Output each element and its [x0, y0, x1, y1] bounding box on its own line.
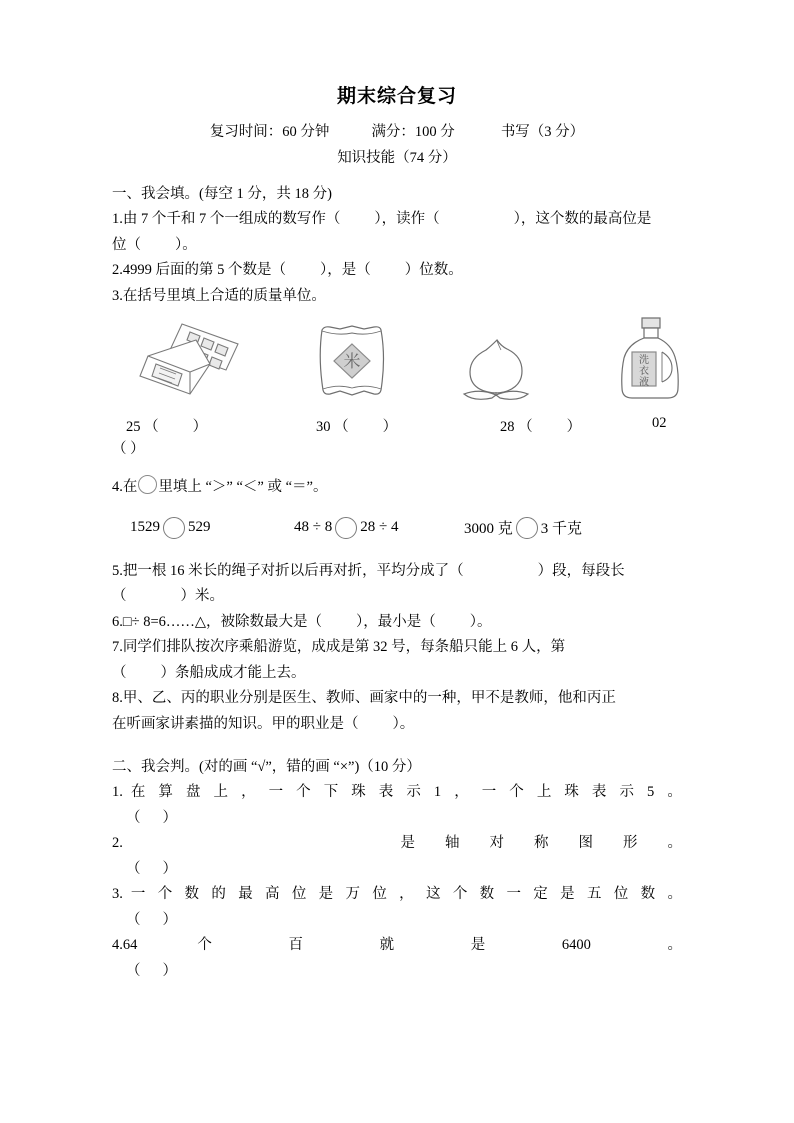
rice-sack-icon: [308, 318, 394, 409]
question-1: [112, 207, 682, 233]
question-1-part-d: 位（: [112, 236, 141, 253]
judge-item-4: [112, 933, 682, 959]
question-7-line2: [112, 661, 682, 687]
judge-item-2-answer[interactable]: （ ）: [126, 860, 177, 877]
svg-text:液: 液: [639, 377, 649, 388]
question-1-part-b: ），读作（: [374, 211, 440, 227]
unit-blank-4: 02: [652, 415, 667, 431]
question-5-part-c: （: [112, 588, 127, 604]
svg-text:衣: 衣: [639, 366, 649, 377]
question-1-part-a: 1.由 7 个千和 7 个一组成的数写作（: [112, 211, 341, 227]
unit-blank-4-wrapped: （ ）: [112, 441, 145, 457]
question-8: 8.甲、乙、丙的职业分别是医生、教师、画家中的一种，甲不是教师，他和丙正: [112, 690, 616, 706]
question-3: 3.在括号里填上合适的质量单位。: [112, 287, 326, 304]
unit-blank-1: 25 （ ）: [126, 419, 208, 435]
judge-item-1-number: 1.: [112, 784, 123, 800]
judge-item-4-text: 个 百 就 是 6400 。: [197, 937, 682, 953]
question-4-part-a: 4.在: [112, 479, 138, 495]
judge-item-1-text: 在 算 盘 上 ， 一 个 下 珠 表 示 1 ， 一 个 上 珠 表 示 5 。: [130, 784, 682, 800]
compare-circle-3[interactable]: [516, 517, 538, 539]
unit-blank-3: 28 （ ）: [500, 419, 582, 435]
judge-item-3: [112, 882, 682, 908]
question-1-line2: [112, 233, 682, 259]
rice-sack-label: 米: [343, 352, 361, 372]
judge-item-2-text: 是 轴 对 称 图 形 。: [400, 835, 682, 851]
question-2-part-a: 2.4999 后面的第 5 个数是（: [112, 262, 286, 278]
question-4-part-b: 里填上 “＞” “＜” 或 “＝”。: [158, 479, 328, 495]
question-1-part-c: ），这个数的最高位是: [513, 211, 652, 227]
judge-item-2: [112, 831, 682, 857]
question-5: [112, 559, 682, 585]
judge-item-2-number: 2.: [112, 835, 123, 851]
question-7: 7.同学们排队按次序乘船游览，成成是第 32 号，每条船只能上 6 人，第: [112, 639, 566, 655]
question-2-part-b: ），是（: [320, 262, 371, 278]
peach-icon: [452, 332, 540, 409]
question-5-part-b: ）段，每段长: [537, 562, 625, 579]
chocolate-bar-icon: [130, 318, 248, 409]
detergent-bottle-icon: [608, 314, 694, 409]
question-5-part-a: 5.把一根 16 米长的绳子对折以后再对折，平均分成了（: [112, 562, 464, 579]
comparison-item-3: 3000 克 3 千克: [464, 517, 582, 539]
question-7-part-c: ）条船成成才能上去。: [160, 664, 306, 681]
judge-item-4-number: 4.64: [112, 937, 138, 953]
section-2-heading: 二、我会判。(对的画 “√”，错的画 “×”)（10 分）: [112, 759, 421, 775]
compare-circle-1[interactable]: [163, 517, 185, 539]
unit-blank-2: 30 （ ）: [316, 419, 398, 435]
question-2: [112, 258, 682, 284]
question-8-line2: [112, 712, 682, 738]
judge-item-3-text: 一 个 数 的 最 高 位 是 万 位 ， 这 个 数 一 定 是 五 位 数 。: [130, 886, 682, 902]
compare-circle-inline: [138, 475, 157, 494]
question-6-part-c: ）。: [469, 613, 492, 630]
question-6-part-b: ），最小是（: [356, 613, 436, 630]
question-1-part-e: ）。: [175, 236, 197, 253]
judge-item-1: [112, 780, 682, 806]
question-5-line2: [112, 584, 682, 610]
question-8-part-c: ）。: [392, 715, 415, 732]
question-6: [112, 610, 682, 636]
exam-subtitle: 知识技能（74 分）: [337, 150, 457, 166]
question-4: [112, 475, 682, 501]
total-score-label: 满分：100 分: [371, 124, 455, 140]
comparison-row: [112, 515, 682, 545]
question-5-part-d: ）米。: [180, 588, 224, 604]
question-6-part-a: 6.□÷ 8=6……△，被除数最大是（: [112, 613, 323, 630]
unit-blank-row: [112, 415, 682, 437]
writing-score-label: 书写（3 分）: [500, 124, 585, 140]
unit-picture-row: [112, 319, 682, 411]
svg-text:洗: 洗: [639, 355, 649, 366]
question-7-part-b: （: [112, 664, 127, 681]
review-time-label: 复习时间：60 分钟: [209, 124, 330, 140]
exam-meta-line: [112, 119, 682, 145]
page-title: 期末综合复习: [336, 86, 457, 107]
section-1-heading: 一、我会填。(每空 1 分，共 18 分): [112, 186, 332, 202]
comparison-item-2: 48 ÷ 8 28 ÷ 4: [294, 517, 398, 539]
question-2-part-c: ）位数。: [404, 262, 463, 278]
judge-item-1-answer[interactable]: （ ）: [112, 806, 682, 832]
judge-item-3-answer[interactable]: （ ）: [126, 911, 177, 928]
judge-item-3-number: 3.: [112, 886, 123, 902]
compare-circle-2[interactable]: [335, 517, 357, 539]
judge-item-4-answer[interactable]: （ ）: [126, 962, 177, 979]
question-8-part-b: 在听画家讲素描的知识。甲的职业是（: [112, 715, 359, 732]
comparison-item-1: 1529 529: [130, 517, 211, 539]
